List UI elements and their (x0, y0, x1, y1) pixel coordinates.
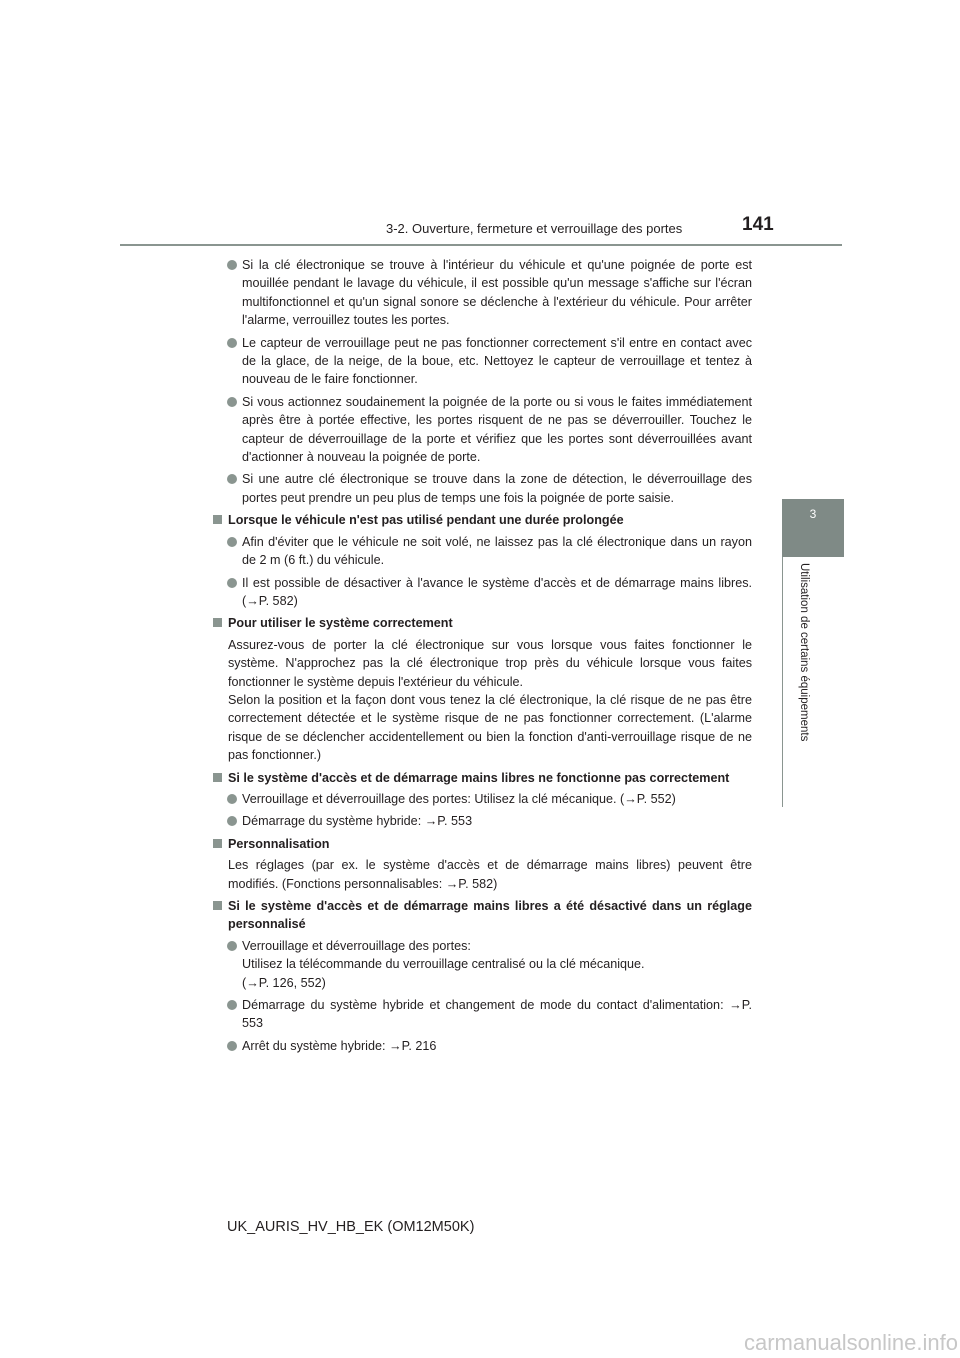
bullet-item (211, 1037, 752, 1055)
section-heading (211, 835, 752, 853)
bullet-text: Démarrage du système hybride et changement de mode du contact d'alimentation: →P. 553 (242, 998, 752, 1031)
section-heading (211, 769, 752, 787)
section-title: 3-2. Ouverture, fermeture et verrouillage des portes (386, 221, 683, 236)
bullet-text: Arrêt du système hybride: →P. 216 (242, 1038, 437, 1053)
page-number: 141 (742, 214, 774, 235)
heading-text: Si le système d'accès et de démarrage mains libres a été désactivé dans un réglage personnalisé (228, 899, 752, 932)
bullet-item (211, 533, 752, 570)
bullet-dot-icon (227, 260, 237, 270)
square-bullet-icon (213, 839, 222, 848)
bullet-item (211, 812, 752, 830)
heading-text: Si le système d'accès et de démarrage mains libres ne fonctionne pas correctement (228, 770, 730, 785)
bullet-text: Le capteur de verrouillage peut ne pas fonctionner correctement s'il entre en contact avec de la glace, de la neige, de la boue, etc. Nettoyez le capteur de verrouillage et tentez à nouveau de le faire fonctionner. (242, 335, 752, 387)
bullet-item (211, 574, 752, 611)
bullet-text: Démarrage du système hybride: →P. 553 (242, 814, 473, 829)
bullet-item (211, 937, 752, 992)
bullet-dot-icon (227, 397, 237, 407)
watermark-logo: carmanualsonline.info (743, 1330, 958, 1355)
paragraph: Les réglages (par ex. le système d'accès et de démarrage mains libres) peuvent être modifiés. (Fonctions personnalisables: →P. 582) (228, 858, 752, 891)
chapter-tab (782, 499, 844, 557)
bullet-item (211, 996, 752, 1033)
bullet-dot-icon (227, 338, 237, 348)
bullet-item (211, 334, 752, 389)
paragraph: Assurez-vous de porter la clé électronique sur vous lorsque vous faites fonctionner le système. N'approchez pas la clé électronique trop près du véhicule lorsque vous faites fonctionner le système depuis l'extérieur du véhicule. Selon la position et la façon dont vous tenez la clé électronique, la clé risque de ne pas être correctement détectée et le système risque de ne pas fonctionner correctement. (L'alarme risque de se déclencher accidentellement ou bien la fonction d'anti-verrouillage risque de ne pas fonctionner.) (228, 637, 752, 763)
bullet-item (211, 256, 752, 330)
bullet-text: Si une autre clé électronique se trouve dans la zone de détection, le déverrouillage des portes peut prendre un peu plus de temps une fois la poignée de porte saisie. (242, 472, 752, 505)
bullet-item (211, 790, 752, 808)
bullet-dot-icon (227, 816, 237, 826)
section-heading (211, 897, 752, 934)
bullet-dot-icon (227, 1000, 237, 1010)
square-bullet-icon (213, 901, 222, 910)
bullet-text: Verrouillage et déverrouillage des portes: Utilisez la télécommande du verrouillage centralisé ou la clé mécanique. (→P. 126, 552) (242, 938, 645, 990)
chapter-number: 3 (809, 507, 817, 521)
heading-text: Pour utiliser le système correctement (228, 616, 453, 631)
bullet-dot-icon (227, 1041, 237, 1051)
bullet-item (211, 393, 752, 467)
square-bullet-icon (213, 618, 222, 627)
bullet-dot-icon (227, 537, 237, 547)
page-content (211, 256, 752, 1059)
tab-strip-divider (782, 557, 783, 807)
bullet-text: Il est possible de désactiver à l'avance le système d'accès et de démarrage mains libres. (→P. 582) (242, 575, 752, 608)
chapter-tab-strip (782, 557, 844, 807)
bullet-text: Si la clé électronique se trouve à l'intérieur du véhicule et qu'une poignée de porte est mouillée pendant le lavage du véhicule, il est possible qu'un message s'affiche sur l'écran multifonctionnel et qu'un signal sonore se déclenche à l'extérieur du véhicule. Pour arrêter l'alarme, verrouillez toutes les portes. (242, 258, 752, 328)
heading-text: Lorsque le véhicule n'est pas utilisé pendant une durée prolongée (228, 513, 624, 528)
bullet-item (211, 470, 752, 507)
section-heading (211, 511, 752, 529)
footer-model-code: UK_AURIS_HV_HB_EK (OM12M50K) (227, 1219, 475, 1235)
bullet-dot-icon (227, 474, 237, 484)
heading-text: Personnalisation (228, 836, 330, 851)
header-divider (120, 244, 842, 246)
square-bullet-icon (213, 515, 222, 524)
bullet-dot-icon (227, 794, 237, 804)
bullet-dot-icon (227, 578, 237, 588)
bullet-text: Verrouillage et déverrouillage des portes: Utilisez la clé mécanique. (→P. 552) (242, 791, 676, 806)
bullet-text: Si vous actionnez soudainement la poignée de la porte ou si vous le faites immédiatement après être à portée effective, les portes risquent de ne pas se déverrouiller. Touchez le capteur de déverrouillage de la porte et vérifiez que les portes sont déverrouillées avant d'actionner à nouveau la poignée de porte. (242, 394, 752, 465)
section-heading (211, 614, 752, 632)
square-bullet-icon (213, 773, 222, 782)
chapter-label: Utilisation de certains équipements (798, 563, 810, 742)
bullet-text: Afin d'éviter que le véhicule ne soit volé, ne laissez pas la clé électronique dans un rayon de 2 m (6 ft.) du véhicule. (242, 534, 752, 568)
bullet-dot-icon (227, 941, 237, 951)
